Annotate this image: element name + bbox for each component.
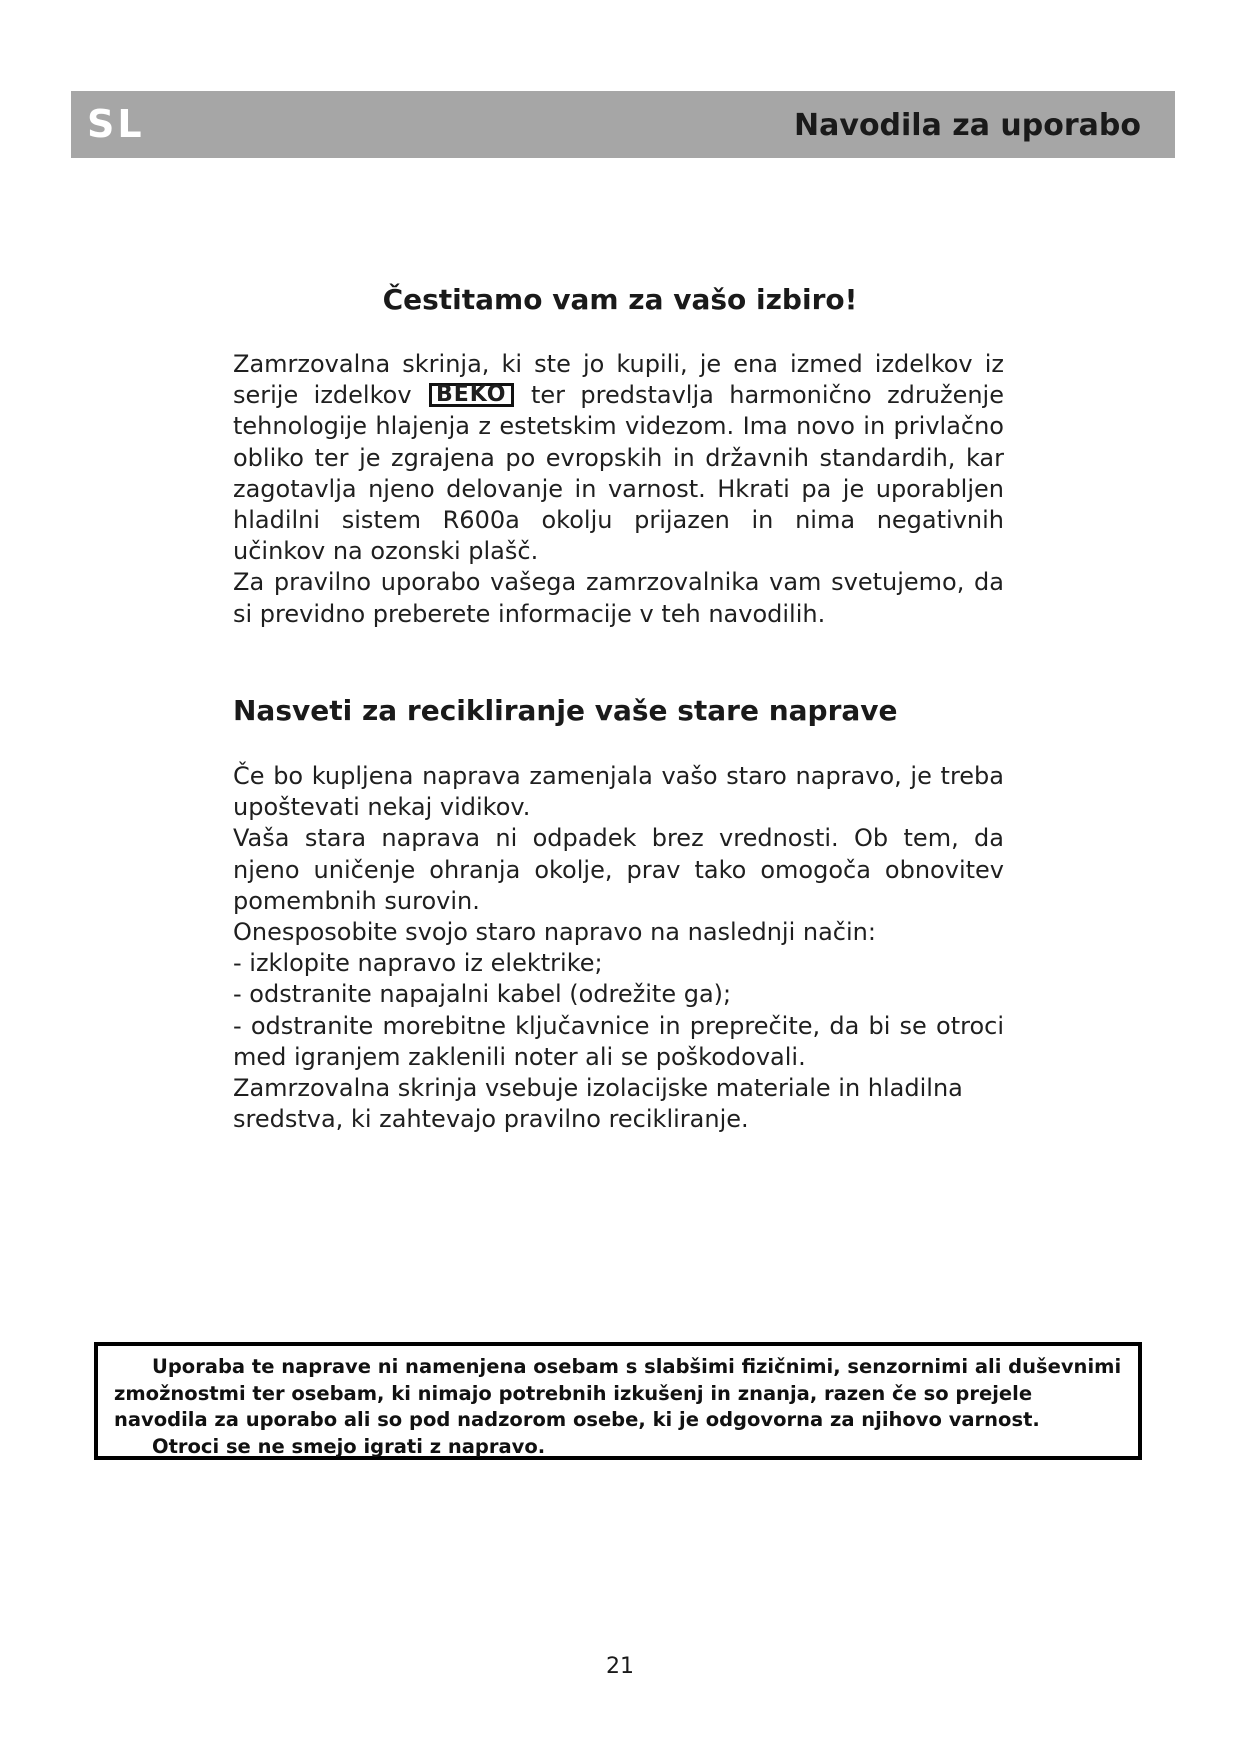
safety-notice-box	[94, 1342, 1142, 1460]
intro-paragraph	[233, 349, 1004, 567]
safety-notice-text	[114, 1354, 1124, 1434]
intro-section	[233, 349, 1004, 630]
children-warning-text: Otroci se ne smejo igrati z napravo.	[152, 1434, 546, 1458]
manual-title: Navodila za uporabo	[794, 108, 1141, 143]
language-code: SL	[87, 102, 145, 146]
page-header	[71, 91, 1175, 158]
intro-text-end: ter predstavlja harmonično združenje tehnologije hlajenja z estetskim videzom. Ima novo in privlačno obliko ter je zgrajena po evropskih in državnih standardih, kar zagotavlja njeno delovanje in varnost. Hkrati pa je uporabljen hladilni sistem R600a okolju prijazen in nima negativnih učinkov na ozonski plašč.	[233, 381, 1004, 566]
recycling-heading: Nasveti za recikliranje vaše stare naprave	[233, 694, 898, 727]
recycling-step: - odstranite napajalni kabel (odrežite ga);	[233, 980, 732, 1009]
page-number: 21	[606, 1654, 634, 1679]
safety-notice-main: Uporaba te naprave ni namenjena osebam s slabšimi fizičnimi, senzornimi ali duševnimi zmožnostmi ter osebam, ki nimajo potrebnih izkušenj in znanja, razen če so prejele navodila za uporabo ali so pod nadzorom osebe, ki je odgovorna za njihovo varnost.	[114, 1355, 1122, 1431]
congratulations-heading: Čestitamo vam za vašo izbiro!	[382, 283, 858, 316]
recycling-paragraph-3: Onesposobite svojo staro napravo na naslednji način:	[233, 918, 876, 947]
recycling-step: - odstranite morebitne ključavnice in preprečite, da bi se otroci med igranjem zaklenili noter ali se poškodovali.	[233, 1011, 1004, 1071]
recycling-paragraph-1: Če bo kupljena naprava zamenjala vašo staro napravo, je treba upoštevati nekaj vidikov.	[233, 762, 1004, 822]
advice-paragraph: Za pravilno uporabo vašega zamrzovalnika vam svetujemo, da si previdno preberete informacije v teh navodilih.	[233, 568, 1004, 628]
recycling-step: - izklopite napravo iz elektrike;	[233, 949, 603, 978]
intro-text-start: Zamrzovalna skrinja, ki ste jo kupili, je ena izmed izdelkov iz serije izdelkov	[233, 350, 1004, 410]
recycling-paragraph-2: Vaša stara naprava ni odpadek brez vrednosti. Ob tem, da njeno uničenje ohranja okolje, prav tako omogoča obnovitev pomembnih surovin.	[233, 824, 1004, 915]
children-warning	[114, 1434, 1124, 1461]
recycling-section	[233, 761, 1004, 1135]
beko-logo: BEKO	[429, 383, 514, 407]
recycling-paragraph-4: Zamrzovalna skrinja vsebuje izolacijske materiale in hladilna sredstva, ki zahtevajo pravilno recikliranje.	[233, 1074, 963, 1134]
